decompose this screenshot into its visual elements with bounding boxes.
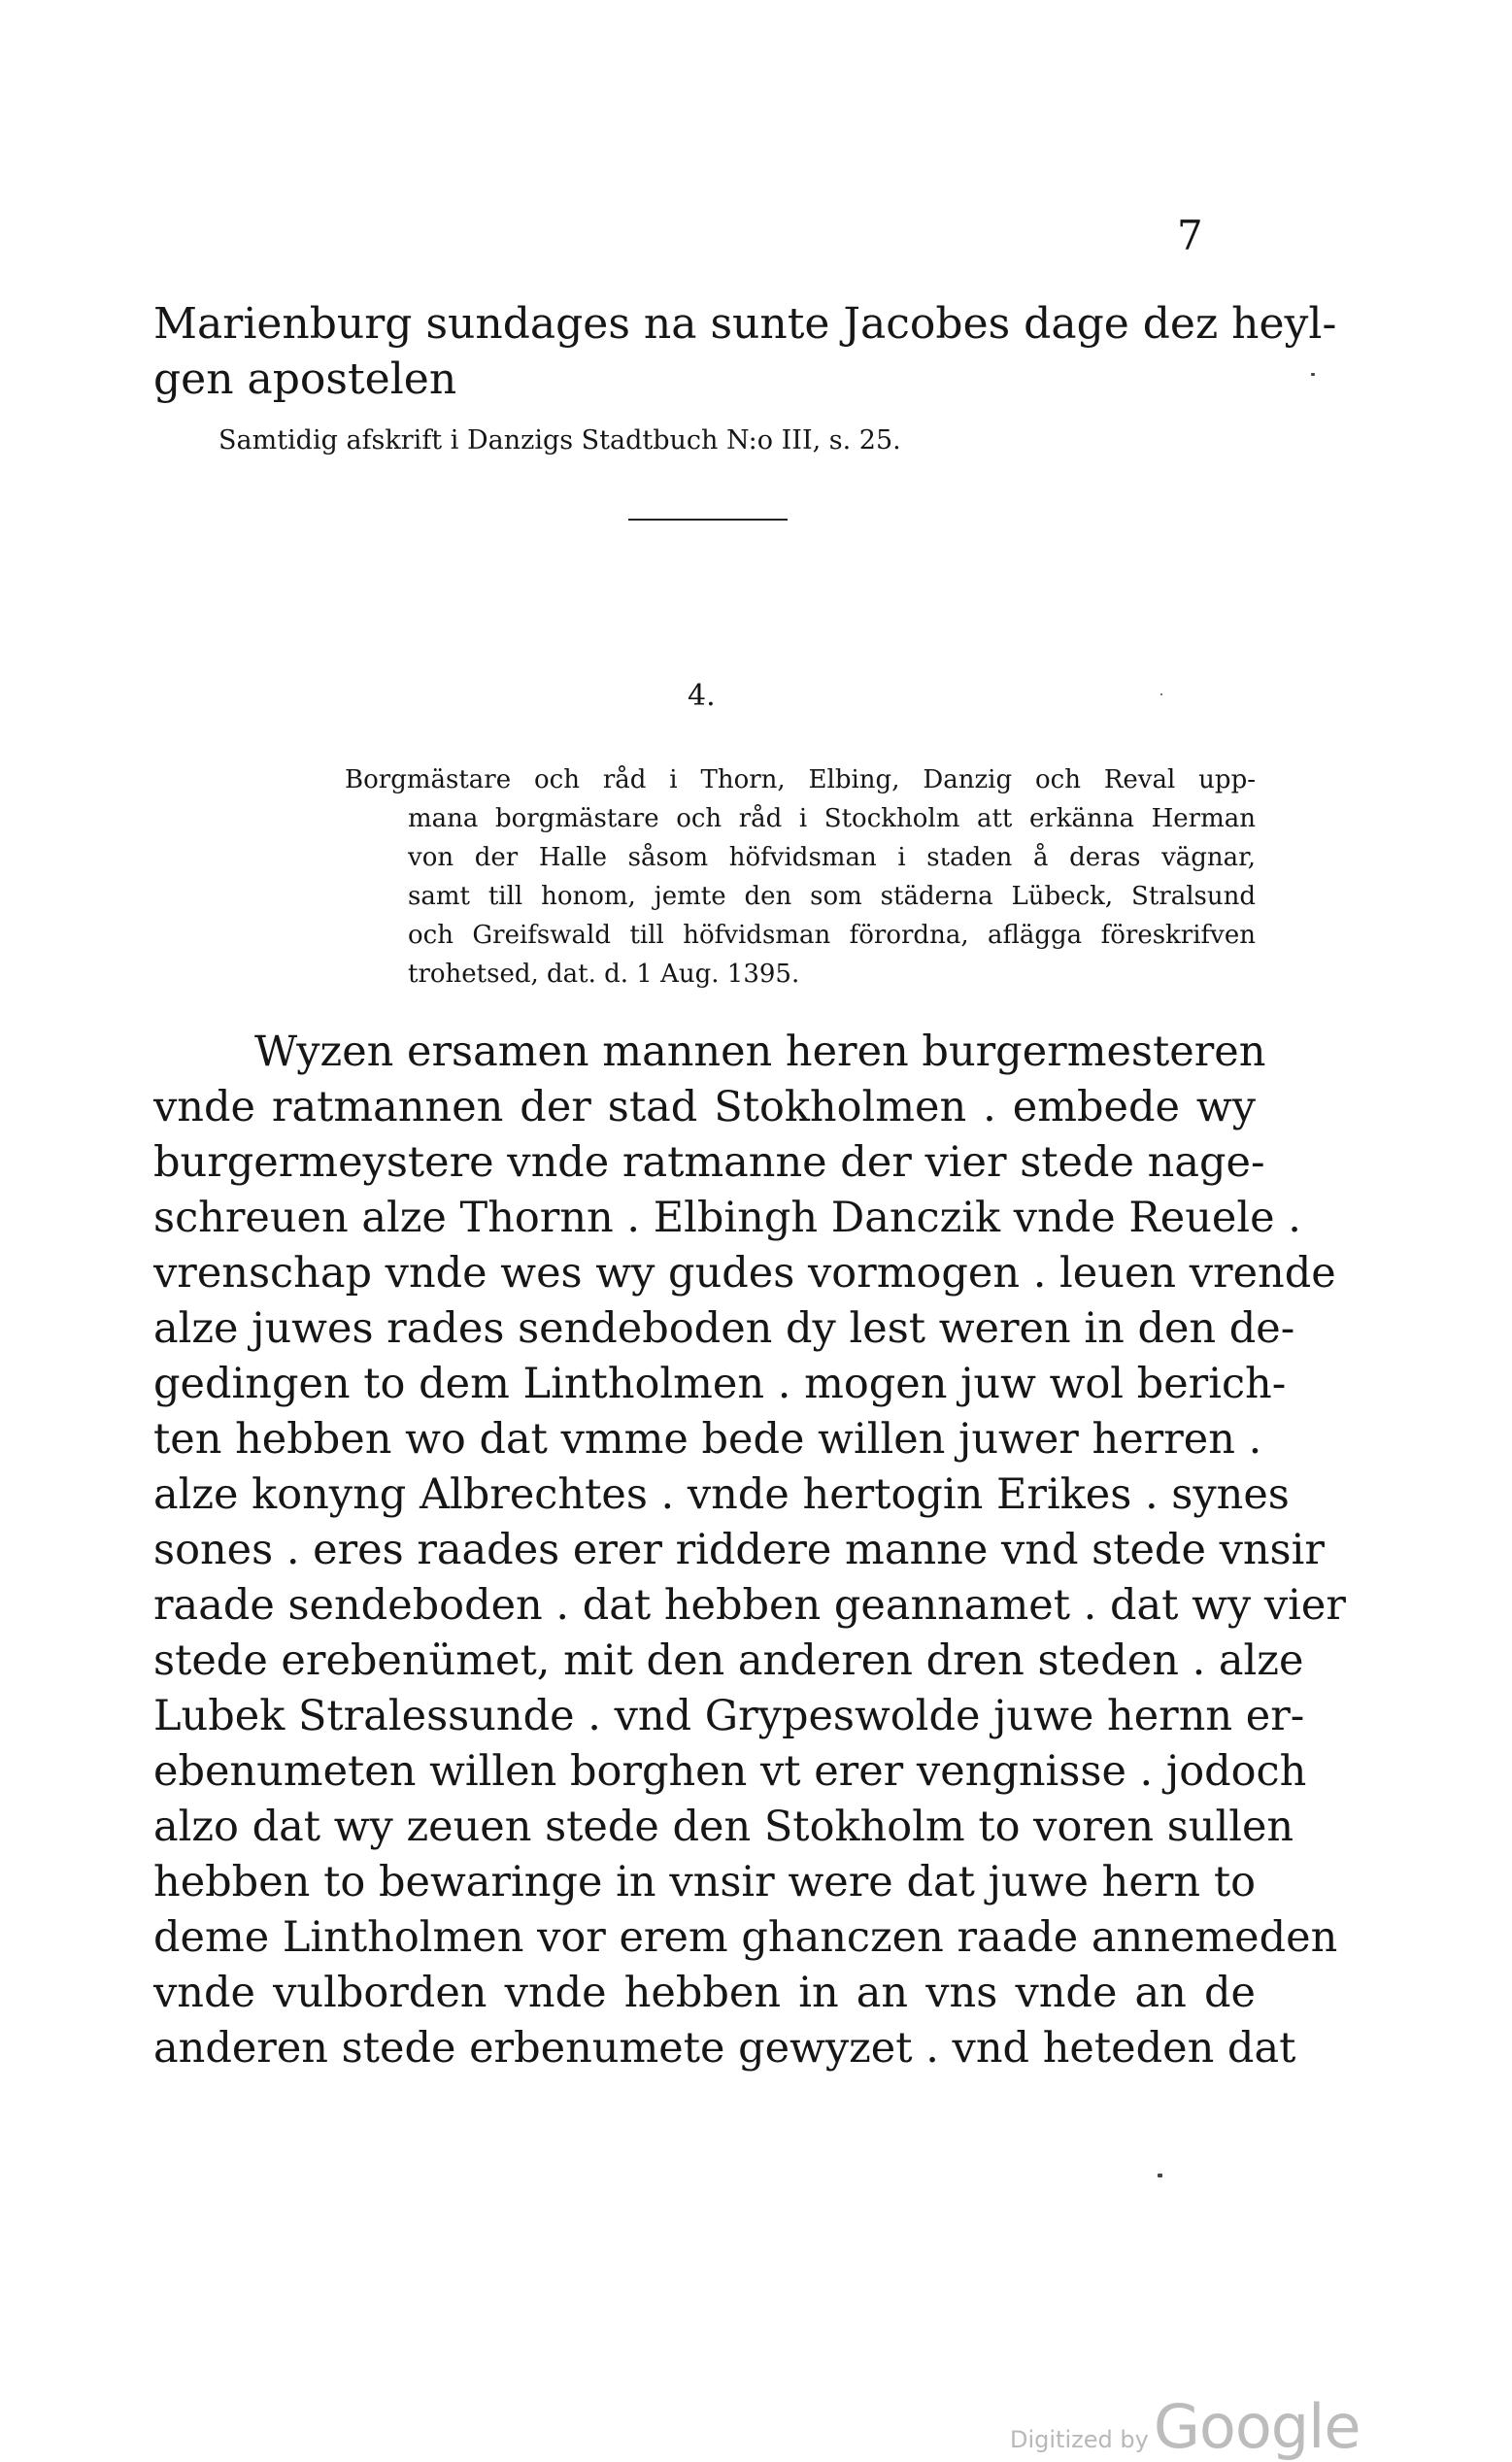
body-line-3: burgermeystere vnde ratmanne der vier stede nage- <box>153 1138 1265 1187</box>
body-line-2: vnde ratmannen der stad Stokholmen . embede wy <box>153 1083 1256 1131</box>
heading-line-2: gen apostelen <box>153 354 457 404</box>
summary-line-5: och Greifswald till höfvidsman förordna, aflägga föreskrifven <box>408 921 1256 950</box>
summary-line-2: mana borgmästare och råd i Stockholm att erkänna Herman <box>408 804 1256 833</box>
ink-speck <box>1311 373 1315 376</box>
summary-line-6: trohetsed, dat. d. 1 Aug. 1395. <box>408 960 800 989</box>
body-line-5: vrenschap vnde wes wy gudes vormogen . leuen vrende <box>153 1249 1336 1298</box>
ink-speck <box>1160 693 1162 695</box>
summary-line-1: Borgmästare och råd i Thorn, Elbing, Danzig och Reval upp- <box>345 765 1256 794</box>
digitized-by-label: Digitized by <box>1010 2426 1149 2453</box>
source-note: Samtidig afskrift i Danzigs Stadtbuch N:o III, s. 25. <box>218 425 901 455</box>
page-number: 7 <box>1177 212 1203 259</box>
body-line-16: hebben to bewaringe in vnsir were dat juwe hern to <box>153 1858 1256 1906</box>
section-divider <box>628 519 788 521</box>
body-line-4: schreuen alze Thornn . Elbingh Danczik vnde Reuele . <box>153 1194 1301 1242</box>
digitization-footer <box>1010 2391 1361 2462</box>
body-line-18: vnde vulborden vnde hebben in an vns vnde an de <box>153 1969 1256 2017</box>
summary-line-3: von der Halle såsom höfvidsman i staden å deras vägnar, <box>408 843 1256 872</box>
heading-line-1: Marienburg sundages na sunte Jacobes dage dez heyl- <box>153 299 1337 349</box>
body-line-6: alze juwes rades sendeboden dy lest weren in den de- <box>153 1304 1295 1353</box>
body-line-19: anderen stede erbenumete gewyzet . vnd heteden dat <box>153 2024 1296 2073</box>
body-line-12: stede erebenümet, mit den anderen dren steden . alze <box>153 1636 1304 1685</box>
body-line-10: sones . eres raades erer riddere manne vnd stede vnsir <box>153 1526 1325 1574</box>
body-line-9: alze konyng Albrechtes . vnde hertogin Erikes . synes <box>153 1470 1290 1519</box>
body-line-14: ebenumeten willen borghen vt erer vengnisse . jodoch <box>153 1747 1307 1796</box>
document-number: 4. <box>688 679 716 713</box>
body-line-8: ten hebben wo dat vmme bede willen juwer herren . <box>153 1415 1262 1464</box>
body-line-1: Wyzen ersamen mannen heren burgermesteren <box>254 1028 1266 1076</box>
summary-line-4: samt till honom, jemte den som städerna Lübeck, Stralsund <box>408 882 1256 911</box>
google-logo: Google <box>1153 2391 1361 2462</box>
ink-speck <box>1158 2174 1162 2177</box>
body-line-11: raade sendeboden . dat hebben geannamet . dat wy vier <box>153 1581 1346 1630</box>
body-line-15: alzo dat wy zeuen stede den Stokholm to voren sullen <box>153 1803 1294 1851</box>
body-line-13: Lubek Stralessunde . vnd Grypeswolde juwe hernn er- <box>153 1692 1305 1740</box>
body-line-17: deme Lintholmen vor erem ghanczen raade annemeden <box>153 1913 1338 1962</box>
body-line-7: gedingen to dem Lintholmen . mogen juw wol berich- <box>153 1360 1287 1408</box>
